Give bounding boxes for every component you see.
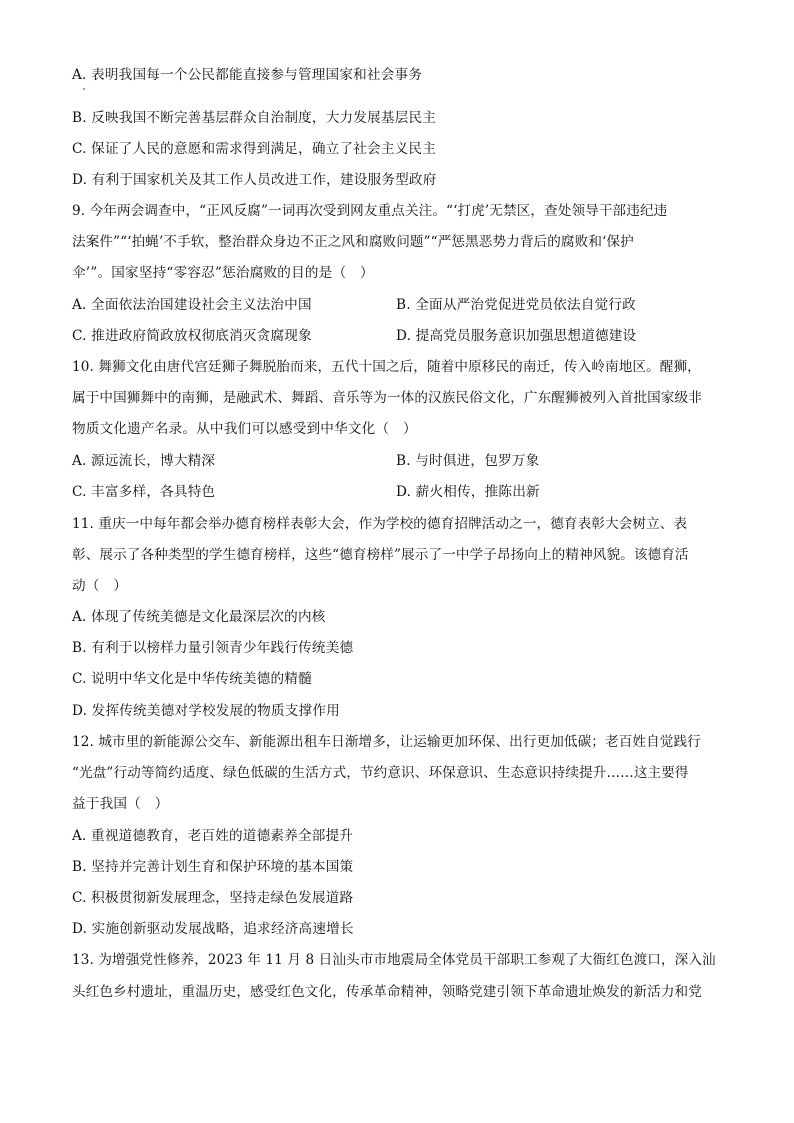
- q12-option-b: B. 坚持并完善计划生育和保护环境的基本国策: [72, 859, 354, 875]
- q12-stem-line-2: “光盘”行动等简约适度、绿色低碳的生活方式，节约意识、环保意识、生态意识持续提升……这主要得: [72, 765, 689, 781]
- q9-option-b: B. 全面从严治党促进党员依法自觉行政: [396, 297, 636, 313]
- stray-dot: [83, 88, 85, 90]
- q12-option-a: A. 重视道德教育，老百姓的道德素养全部提升: [72, 828, 354, 844]
- q12-stem-line-1: 12. 城市里的新能源公交车、新能源出租车日渐增多，让运输更加环保、出行更加低碳；老百姓自觉践行: [72, 734, 701, 750]
- q10-option-b: B. 与时俱进，包罗万象: [396, 453, 540, 469]
- q9-stem-line-2: 法案件”“‘拍蝇’不手软，整治群众身边不正之风和腐败问题”“严惩黑恶势力背后的腐败和‘保护: [72, 234, 634, 250]
- q9-option-c: C. 推进政府简政放权彻底消灭贪腐现象: [72, 328, 312, 344]
- q9-stem-line-1: 9. 今年两会调查中，“正风反腐”一词再次受到网友重点关注。“‘打虎’无禁区，查处领导干部违纪违: [72, 203, 668, 219]
- q10-option-a: A. 源远流长，博大精深: [72, 453, 216, 469]
- q13-stem-line-1: 13. 为增强党性修养，2023 年 11 月 8 日汕头市市地震局全体党员干部职工参观了大衙红色渡口，深入汕: [72, 952, 716, 968]
- q8-option-c: C. 保证了人民的意愿和需求得到满足，确立了社会主义民主: [72, 141, 437, 157]
- q11-option-a: A. 体现了传统美德是文化最深层次的内核: [72, 609, 326, 625]
- q8-option-d: D. 有利于国家机关及其工作人员改进工作，建设服务型政府: [72, 172, 437, 188]
- q11-stem-line-2: 彰、展示了各种类型的学生德育榜样，这些“德育榜样”展示了一中学子昂扬向上的精神风貌。该德育活: [72, 547, 689, 563]
- q11-option-d: D. 发挥传统美德对学校发展的物质支撑作用: [72, 703, 340, 719]
- q11-option-b: B. 有利于以榜样力量引领青少年践行传统美德: [72, 640, 354, 656]
- q13-stem-line-2: 头红色乡村遗址，重温历史，感受红色文化，传承革命精神，领略党建引领下革命遗址焕发的新活力和党: [72, 984, 702, 1000]
- q11-option-c: C. 说明中华文化是中华传统美德的精髓: [72, 671, 312, 687]
- q9-stem-line-3: 伞’”。国家坚持“零容忍”惩治腐败的目的是（ ）: [72, 265, 374, 281]
- q12-option-d: D. 实施创新驱动发展战略，追求经济高速增长: [72, 921, 354, 937]
- q8-option-b: B. 反映我国不断完善基层群众自治制度，大力发展基层民主: [72, 110, 437, 126]
- q12-stem-line-3: 益于我国（ ）: [72, 796, 169, 812]
- q9-option-d: D. 提高党员服务意识加强思想道德建设: [396, 328, 637, 344]
- q10-stem-line-3: 物质文化遗产名录。从中我们可以感受到中华文化（ ）: [72, 421, 417, 437]
- q11-stem-line-3: 动（ ）: [72, 578, 128, 594]
- q10-option-c: C. 丰富多样，各具特色: [72, 484, 216, 500]
- q9-option-a: A. 全面依法治国建设社会主义法治中国: [72, 297, 312, 313]
- q10-option-d: D. 薪火相传，推陈出新: [396, 484, 540, 500]
- q12-option-c: C. 积极贯彻新发展理念，坚持走绿色发展道路: [72, 890, 354, 906]
- q10-stem-line-2: 属于中国狮舞中的南狮，是融武术、舞蹈、音乐等为一体的汉族民俗文化，广东醒狮被列入首批国家级非: [72, 390, 702, 406]
- q8-option-a: A. 表明我国每一个公民都能直接参与管理国家和社会事务: [72, 67, 423, 83]
- q11-stem-line-1: 11. 重庆一中每年都会举办德育榜样表彰大会，作为学校的德育招牌活动之一，德育表彰大会树立、表: [72, 516, 688, 532]
- q10-stem-line-1: 10. 舞狮文化由唐代宫廷狮子舞脱胎而来，五代十国之后，随着中原移民的南迁，传入岭南地区。醒狮，: [72, 359, 701, 375]
